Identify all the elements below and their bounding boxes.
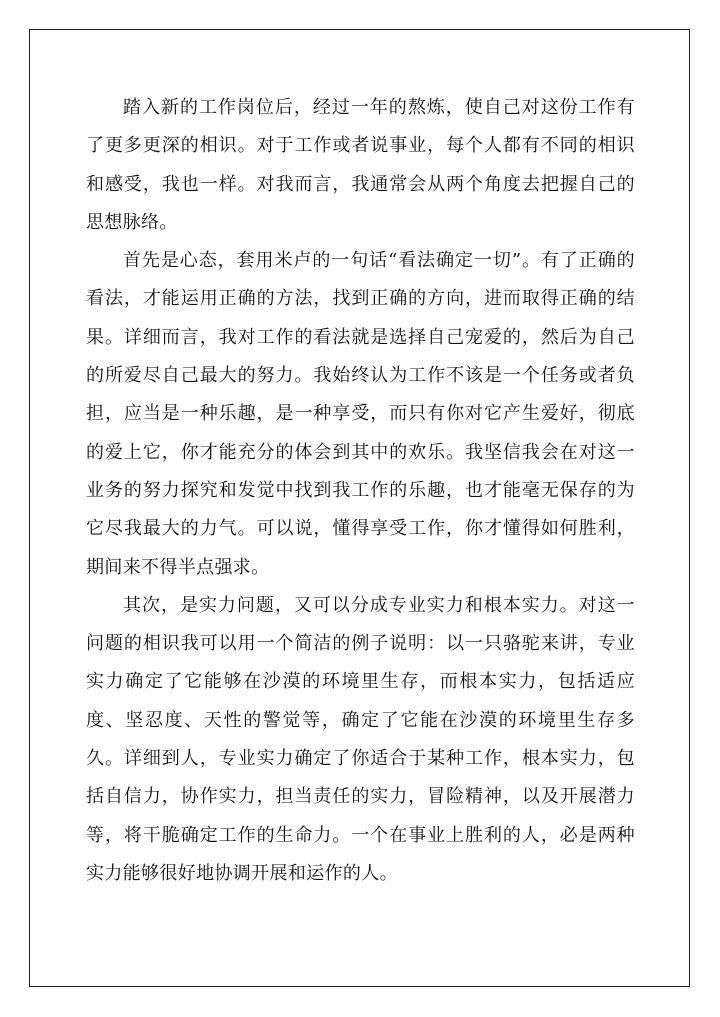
paragraph-2: 首先是心态，套用米卢的一句话“看法确定一切”。有了正确的看法，才能运用正确的方法，找到正确的方向，进而取得正确的结果。详细而言，我对工作的看法就是选择自己宠爱的，然后为自己的所爱尽自己最大的努力。我始终认为工作不该是一个任务或者负担，应当是一种乐趣，是一种享受，而只有你对它产生爱好，彻底的爱上它，你才能充分的体会到其中的欢乐。我坚信我会在对这一业务的努力探究和发觉中找到我工作的乐趣，也才能毫无保存的为它尽我最大的力气。可以说，懂得享受工作，你才懂得如何胜利，期间来不得半点强求。	[86, 250, 635, 578]
document-body	[86, 89, 635, 893]
paragraph-1: 踏入新的工作岗位后，经过一年的熬炼，使自己对这份工作有了更多更深的相识。对于工作或者说事业，每个人都有不同的相识和感受，我也一样。对我而言，我通常会从两个角度去把握自己的思想脉络。	[86, 97, 635, 233]
paragraph-3: 其次，是实力问题，又可以分成专业实力和根本实力。对这一问题的相识我可以用一个简洁的例子说明：以一只骆驼来讲，专业实力确定了它能够在沙漠的环境里生存，而根本实力，包括适应度、坚忍度、天性的警觉等，确定了它能在沙漠的环境里生存多久。详细到人，专业实力确定了你适合于某种工作，根本实力，包括自信力，协作实力，担当责任的实力，冒险精神，以及开展潜力等，将干脆确定工作的生命力。一个在事业上胜利的人，必是两种实力能够很好地协调开展和运作的人。	[86, 594, 635, 884]
